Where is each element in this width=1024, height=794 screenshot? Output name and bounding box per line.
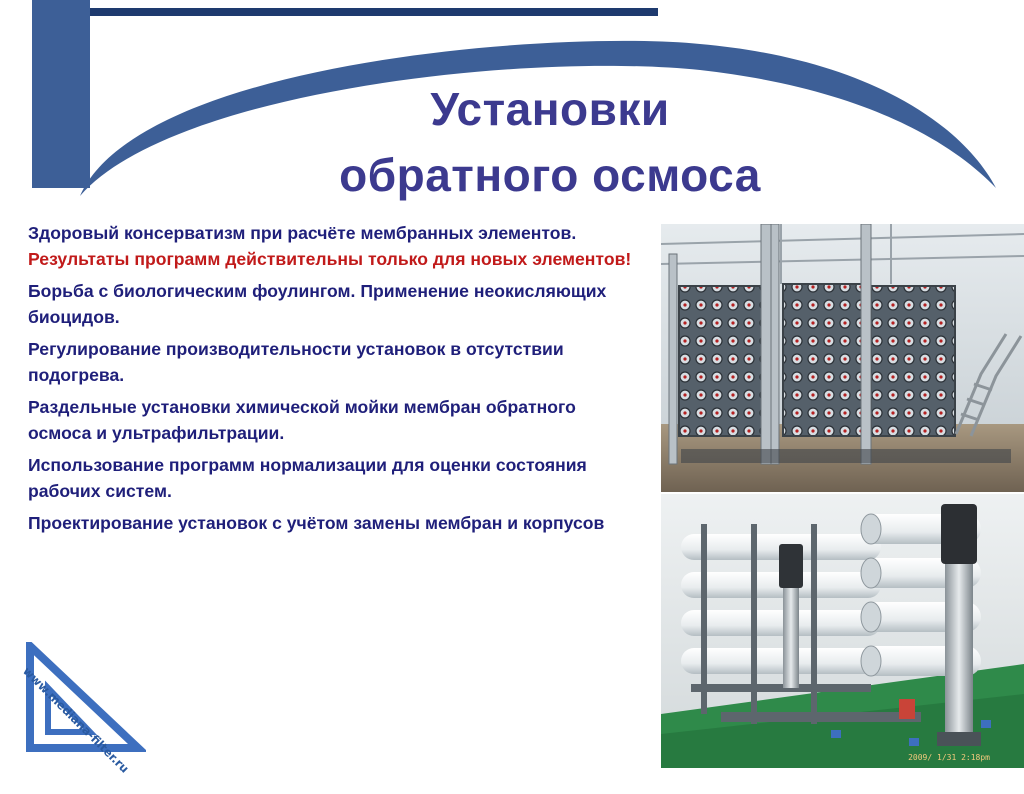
reverse-osmosis-pumps-photo <box>661 494 1024 768</box>
paragraph-1-text: Здоровый консерватизм при расчёте мембранных элементов. <box>28 223 577 243</box>
paragraph-2: Борьба с биологическим фоулингом. Применение неокисляющих биоцидов. <box>28 281 607 327</box>
paragraph-1-warning: Результаты программ действительны только для новых элементов! <box>28 249 632 269</box>
slide-content <box>28 220 642 542</box>
reverse-osmosis-racks-photo <box>661 224 1024 492</box>
paragraph-6: Проектирование установок с учётом замены мембран и корпусов <box>28 513 605 533</box>
top-accent-bar <box>60 8 658 16</box>
paragraph-1 <box>28 220 642 272</box>
paragraph-3: Регулирование производительности установок в отсутствии подогрева. <box>28 339 564 385</box>
slide-title-line2: обратного осмоса <box>339 149 761 201</box>
photo-timestamp: 2009/ 1/31 2:18pm <box>908 753 990 762</box>
left-accent-bar <box>32 0 90 188</box>
paragraph-5: Использование программ нормализации для оценки состояния рабочих систем. <box>28 455 587 501</box>
paragraph-4: Раздельные установки химической мойки мембран обратного осмоса и ультрафильтрации. <box>28 397 576 443</box>
logo-website-text[interactable]: www.mediana-filter.ru <box>20 664 132 776</box>
slide-title-line1: Установки <box>430 83 670 135</box>
